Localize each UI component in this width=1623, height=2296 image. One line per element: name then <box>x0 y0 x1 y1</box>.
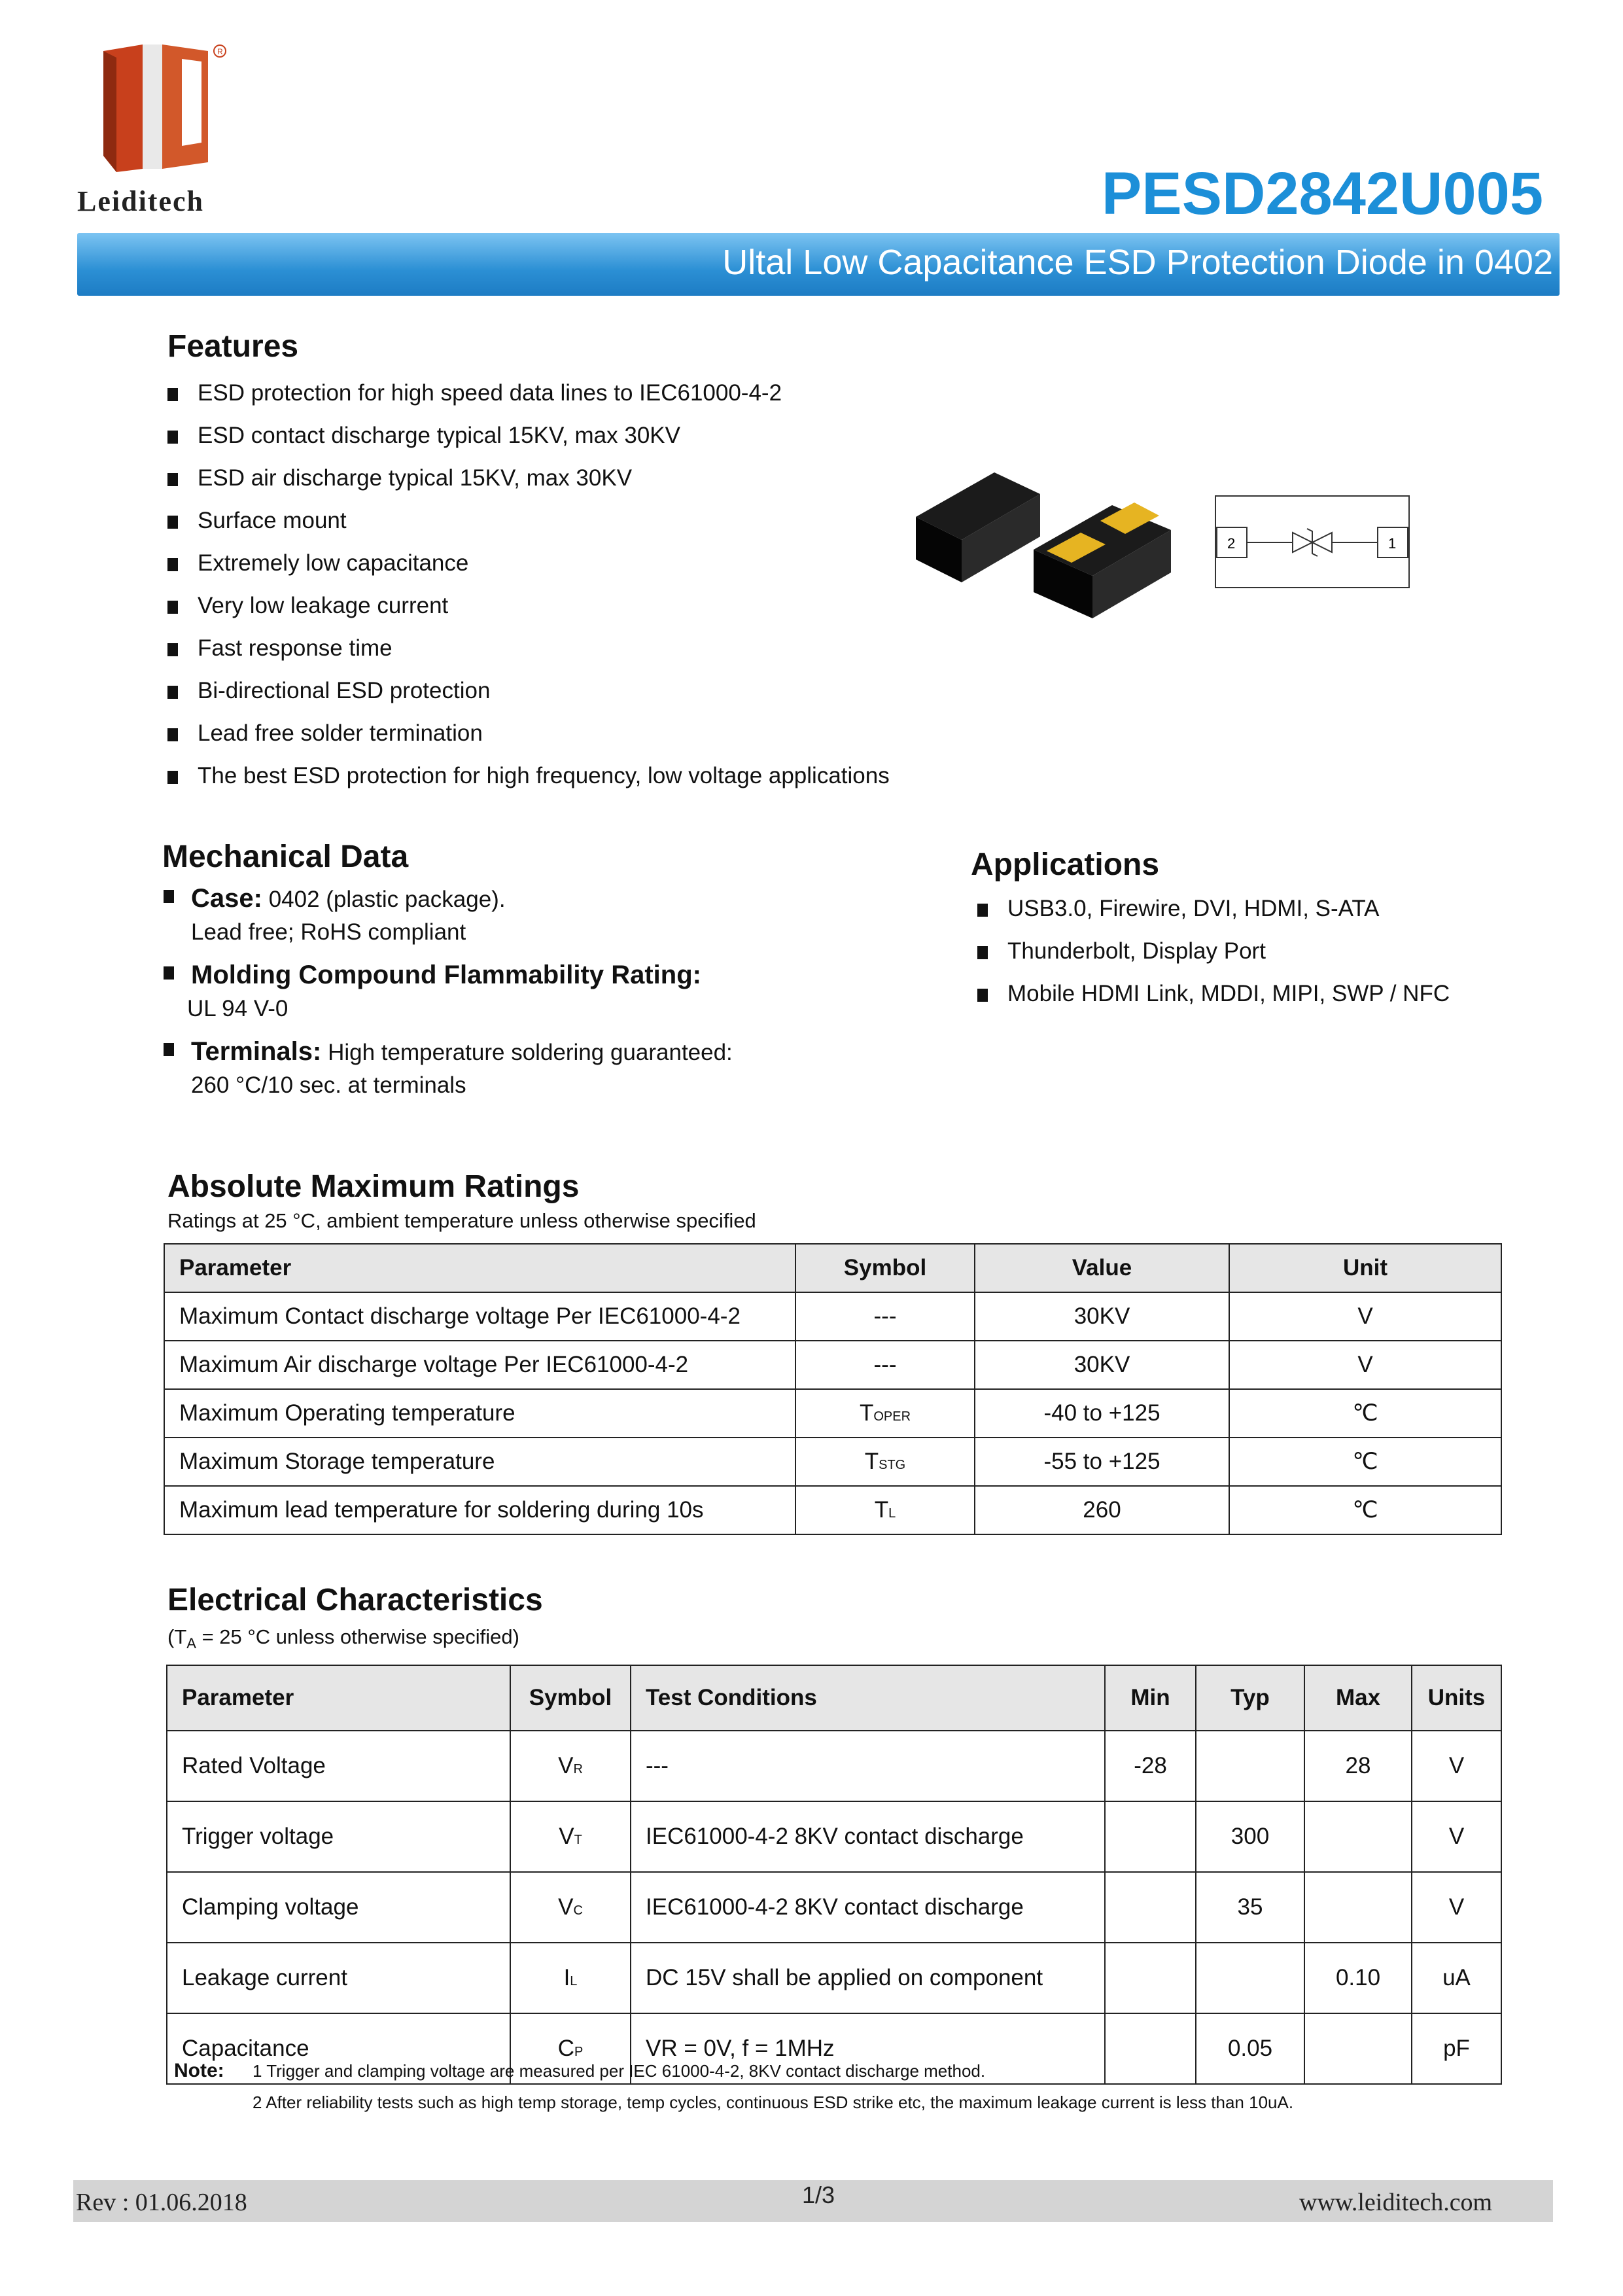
amr-unit: ℃ <box>1229 1389 1501 1438</box>
terminals-value: High temperature soldering guaranteed: <box>328 1040 733 1065</box>
svg-text:R: R <box>217 47 223 56</box>
amr-symbol-main: T <box>864 1449 879 1474</box>
application-item: Mobile HDMI Link, MDDI, MIPI, SWP / NFC <box>977 980 1566 1023</box>
ec-max <box>1304 2013 1412 2084</box>
table-row <box>164 1292 1501 1341</box>
amr-symbol-main: T <box>859 1400 874 1426</box>
features-heading: Features <box>167 329 299 364</box>
application-item: Thunderbolt, Display Port <box>977 938 1566 980</box>
feature-item: The best ESD protection for high frequency, low voltage applications <box>167 762 1018 805</box>
application-item: USB3.0, Firewire, DVI, HDMI, S-ATA <box>977 895 1566 938</box>
pin-2-label: 2 <box>1227 535 1236 552</box>
mech-molding <box>164 959 701 1025</box>
amr-unit: V <box>1229 1341 1501 1389</box>
ec-symbol-sub: P <box>574 2045 584 2059</box>
ec-param: Clamping voltage <box>167 1872 510 1943</box>
applications-heading: Applications <box>971 847 1160 882</box>
amr-col-unit: Unit <box>1229 1244 1501 1292</box>
ec-param: Leakage current <box>167 1943 510 2013</box>
note-2: 2 After reliability tests such as high temp storage, temp cycles, continuous ESD strike etc, the maximum leakage current is less than 10uA. <box>253 2093 1294 2112</box>
ec-col-parameter: Parameter <box>167 1665 510 1731</box>
amr-header-row <box>164 1244 1501 1292</box>
mech-case <box>164 882 506 949</box>
ec-symbol-sub: R <box>573 1762 583 1776</box>
diode-schematic <box>1214 495 1417 593</box>
table-row <box>164 1438 1501 1486</box>
ec-table <box>166 1665 1502 2085</box>
feature-item: Bi-directional ESD protection <box>167 677 1018 720</box>
ec-max: 0.10 <box>1304 1943 1412 2013</box>
ec-min: -28 <box>1105 1731 1196 1801</box>
feature-item: Lead free solder termination <box>167 720 1018 762</box>
table-row <box>167 1943 1501 2013</box>
ec-typ: 0.05 <box>1196 2013 1304 2084</box>
amr-symbol <box>795 1486 975 1534</box>
table-row <box>164 1389 1501 1438</box>
ec-subtitle-sub: A <box>186 1635 196 1652</box>
amr-value: 260 <box>975 1486 1229 1534</box>
logo-text: Leiditech <box>77 185 204 217</box>
amr-symbol-sub: L <box>888 1506 896 1521</box>
amr-symbol-sub: OPER <box>873 1409 911 1424</box>
feature-item: Very low leakage current <box>167 592 1018 635</box>
ec-symbol-main: C <box>557 2036 574 2061</box>
amr-param: Maximum Contact discharge voltage Per IEC61000-4-2 <box>164 1292 795 1341</box>
ec-subtitle-pre: (T <box>167 1625 187 1648</box>
amr-symbol <box>795 1341 975 1389</box>
ec-param: Rated Voltage <box>167 1731 510 1801</box>
amr-symbol <box>795 1292 975 1341</box>
molding-value: UL 94 V-0 <box>187 996 288 1021</box>
amr-symbol <box>795 1438 975 1486</box>
ec-col-min: Min <box>1105 1665 1196 1731</box>
amr-col-parameter: Parameter <box>164 1244 795 1292</box>
ec-conditions: IEC61000-4-2 8KV contact discharge <box>631 1872 1105 1943</box>
ec-unit: uA <box>1412 1943 1501 2013</box>
amr-symbol <box>795 1389 975 1438</box>
amr-subtitle: Ratings at 25 °C, ambient temperature unless otherwise specified <box>167 1209 756 1232</box>
amr-symbol-main: --- <box>873 1303 897 1329</box>
amr-value: 30KV <box>975 1341 1229 1389</box>
table-row <box>167 1731 1501 1801</box>
ec-unit: V <box>1412 1801 1501 1872</box>
case-label: Case: <box>191 884 262 913</box>
ec-conditions: VR = 0V, f = 1MHz <box>631 2013 1105 2084</box>
mechanical-heading: Mechanical Data <box>162 839 409 874</box>
pin-1-label: 1 <box>1388 535 1397 552</box>
ec-col-max: Max <box>1304 1665 1412 1731</box>
ec-subtitle-post: = 25 °C unless otherwise specified) <box>196 1625 519 1648</box>
footer-website[interactable]: www.leiditech.com <box>1299 2189 1493 2216</box>
amr-value: 30KV <box>975 1292 1229 1341</box>
amr-unit: ℃ <box>1229 1486 1501 1534</box>
terminals-line2: 260 °C/10 sec. at terminals <box>191 1072 466 1098</box>
ec-symbol-main: I <box>563 1965 570 1990</box>
feature-item: Surface mount <box>167 507 1018 550</box>
ec-unit: V <box>1412 1872 1501 1943</box>
subtitle-text: Ultal Low Capacitance ESD Protection Diode in 0402 <box>722 243 1553 282</box>
ec-max <box>1304 1872 1412 1943</box>
ec-symbol <box>510 1731 631 1801</box>
ec-min <box>1105 1943 1196 2013</box>
ec-symbol-main: V <box>558 1894 574 1920</box>
ec-min <box>1105 1801 1196 1872</box>
note-1: 1 Trigger and clamping voltage are measured per IEC 61000-4-2, 8KV contact discharge method. <box>253 2061 986 2081</box>
feature-item: ESD protection for high speed data lines to IEC61000-4-2 <box>167 380 1018 422</box>
ec-col-units: Units <box>1412 1665 1501 1731</box>
ec-symbol-sub: T <box>574 1833 582 1847</box>
amr-value: -55 to +125 <box>975 1438 1229 1486</box>
ec-typ <box>1196 1731 1304 1801</box>
amr-col-symbol: Symbol <box>795 1244 975 1292</box>
chip-top-view-image <box>916 472 1040 582</box>
amr-param: Maximum Operating temperature <box>164 1389 795 1438</box>
ec-subtitle <box>167 1625 519 1652</box>
ec-heading: Electrical Characteristics <box>167 1583 543 1617</box>
ec-symbol-sub: C <box>573 1903 583 1918</box>
amr-param: Maximum lead temperature for soldering during 10s <box>164 1486 795 1534</box>
amr-symbol-sub: STG <box>879 1458 906 1472</box>
ec-symbol <box>510 1801 631 1872</box>
ec-symbol-main: V <box>558 1753 574 1778</box>
ec-min <box>1105 1872 1196 1943</box>
ec-typ <box>1196 1943 1304 2013</box>
amr-table <box>164 1243 1502 1535</box>
ec-unit: pF <box>1412 2013 1501 2084</box>
feature-item: Extremely low capacitance <box>167 550 1018 592</box>
ec-symbol <box>510 1943 631 2013</box>
note-label: Note: <box>174 2060 224 2081</box>
amr-param: Maximum Air discharge voltage Per IEC61000-4-2 <box>164 1341 795 1389</box>
ec-max <box>1304 1801 1412 1872</box>
table-row <box>167 1801 1501 1872</box>
amr-heading: Absolute Maximum Ratings <box>167 1169 580 1204</box>
ec-param: Capacitance <box>167 2013 510 2084</box>
package-image <box>909 465 1184 628</box>
ec-typ: 300 <box>1196 1801 1304 1872</box>
ec-max: 28 <box>1304 1731 1412 1801</box>
molding-label: Molding Compound Flammability Rating: <box>191 961 701 989</box>
ec-header-row <box>167 1665 1501 1731</box>
part-number-title: PESD2842U005 <box>1101 160 1543 227</box>
table-row <box>167 1872 1501 1943</box>
mech-terminals <box>164 1035 733 1102</box>
amr-symbol-main: --- <box>873 1352 897 1377</box>
applications-list <box>977 895 1566 1023</box>
amr-symbol-main: T <box>874 1497 889 1523</box>
case-line2: Lead free; RoHS compliant <box>191 919 466 945</box>
footer-page-number: 1/3 <box>802 2181 835 2208</box>
subtitle-banner <box>77 233 1560 296</box>
ec-min <box>1105 2013 1196 2084</box>
ec-symbol-sub: L <box>570 1974 578 1988</box>
ec-unit: V <box>1412 1731 1501 1801</box>
feature-item: ESD air discharge typical 15KV, max 30KV <box>167 465 1018 507</box>
ec-symbol <box>510 1872 631 1943</box>
ec-param: Trigger voltage <box>167 1801 510 1872</box>
feature-item: Fast response time <box>167 635 1018 677</box>
amr-unit: ℃ <box>1229 1438 1501 1486</box>
amr-unit: V <box>1229 1292 1501 1341</box>
ec-col-conditions: Test Conditions <box>631 1665 1105 1731</box>
case-value: 0402 (plastic package). <box>268 887 506 912</box>
ec-conditions: DC 15V shall be applied on component <box>631 1943 1105 2013</box>
terminals-label: Terminals: <box>191 1037 322 1066</box>
ec-col-typ: Typ <box>1196 1665 1304 1731</box>
ec-conditions: IEC61000-4-2 8KV contact discharge <box>631 1801 1105 1872</box>
chip-bottom-view-image <box>1034 503 1171 618</box>
ec-symbol-main: V <box>559 1824 574 1849</box>
features-list <box>167 380 1018 805</box>
table-row <box>164 1341 1501 1389</box>
ec-col-symbol: Symbol <box>510 1665 631 1731</box>
amr-value: -40 to +125 <box>975 1389 1229 1438</box>
table-row <box>164 1486 1501 1534</box>
footer-revision: Rev : 01.06.2018 <box>76 2189 247 2216</box>
ec-typ: 35 <box>1196 1872 1304 1943</box>
feature-item: ESD contact discharge typical 15KV, max 30KV <box>167 422 1018 465</box>
ec-conditions: --- <box>631 1731 1105 1801</box>
amr-param: Maximum Storage temperature <box>164 1438 795 1486</box>
amr-col-value: Value <box>975 1244 1229 1292</box>
